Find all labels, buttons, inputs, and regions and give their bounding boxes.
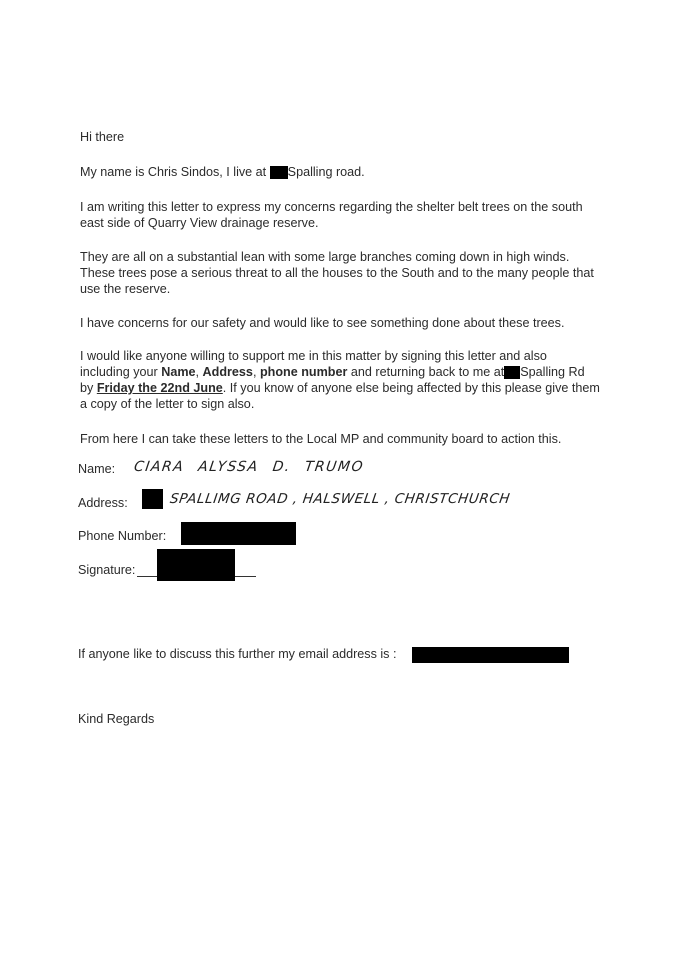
phone-label: Phone Number: (78, 529, 167, 543)
request-text-4: and returning back to me at (347, 365, 505, 379)
redacted-house-number (270, 166, 288, 179)
closing: Kind Regards (78, 712, 155, 726)
intro-text-a: My name is Chris Sindos, I live at (80, 165, 267, 179)
paragraph-safety: I have concerns for our safety and would like to see something done about these trees. (80, 316, 565, 330)
email-line: If anyone like to discuss this further my email address is : (78, 647, 397, 661)
request-text-1: I would like anyone willing to support me in this matter by signing this letter and also including your (80, 349, 547, 379)
redacted-email (412, 647, 569, 663)
name-label: Name: (78, 462, 116, 476)
handwritten-name: CIARA ALYSSA D. TRUMO (132, 459, 366, 475)
request-text-5: Spalling Rd by (80, 365, 585, 395)
handwritten-address: SPALLIMG ROAD , HALSWELL , CHRISTCHURCH (168, 491, 512, 507)
signature-label: Signature: (78, 563, 136, 577)
intro-line (80, 164, 600, 180)
redacted-signature (157, 549, 235, 581)
paragraph-request (80, 348, 600, 412)
redacted-address-number (142, 489, 163, 509)
intro-text-b: Spalling road. (287, 165, 365, 179)
address-label: Address: (78, 496, 128, 510)
paragraph-lean: They are all on a substantial lean with some large branches coming down in high winds. These trees pose a serious threat to all the houses to the South and to the many people that use the reserve. (80, 250, 594, 296)
redacted-return-number (504, 366, 520, 379)
request-text-3: , (252, 365, 260, 379)
request-deadline: Friday the 22nd June (96, 381, 223, 395)
greeting: Hi there (80, 130, 125, 144)
paragraph-concerns: I am writing this letter to express my concerns regarding the shelter belt trees on the south east side of Quarry View drainage reserve. (80, 200, 583, 230)
redacted-phone-number (181, 522, 296, 545)
request-bold-name: Name (161, 365, 196, 379)
request-bold-phone: phone number (259, 365, 348, 379)
paragraph-action: From here I can take these letters to the Local MP and community board to action this. (80, 432, 562, 446)
request-bold-address: Address (202, 365, 253, 379)
request-text-2: , (195, 365, 203, 379)
request-text-6: . If you know of anyone else being affected by this please give them a copy of the letter to sign also. (80, 381, 600, 411)
